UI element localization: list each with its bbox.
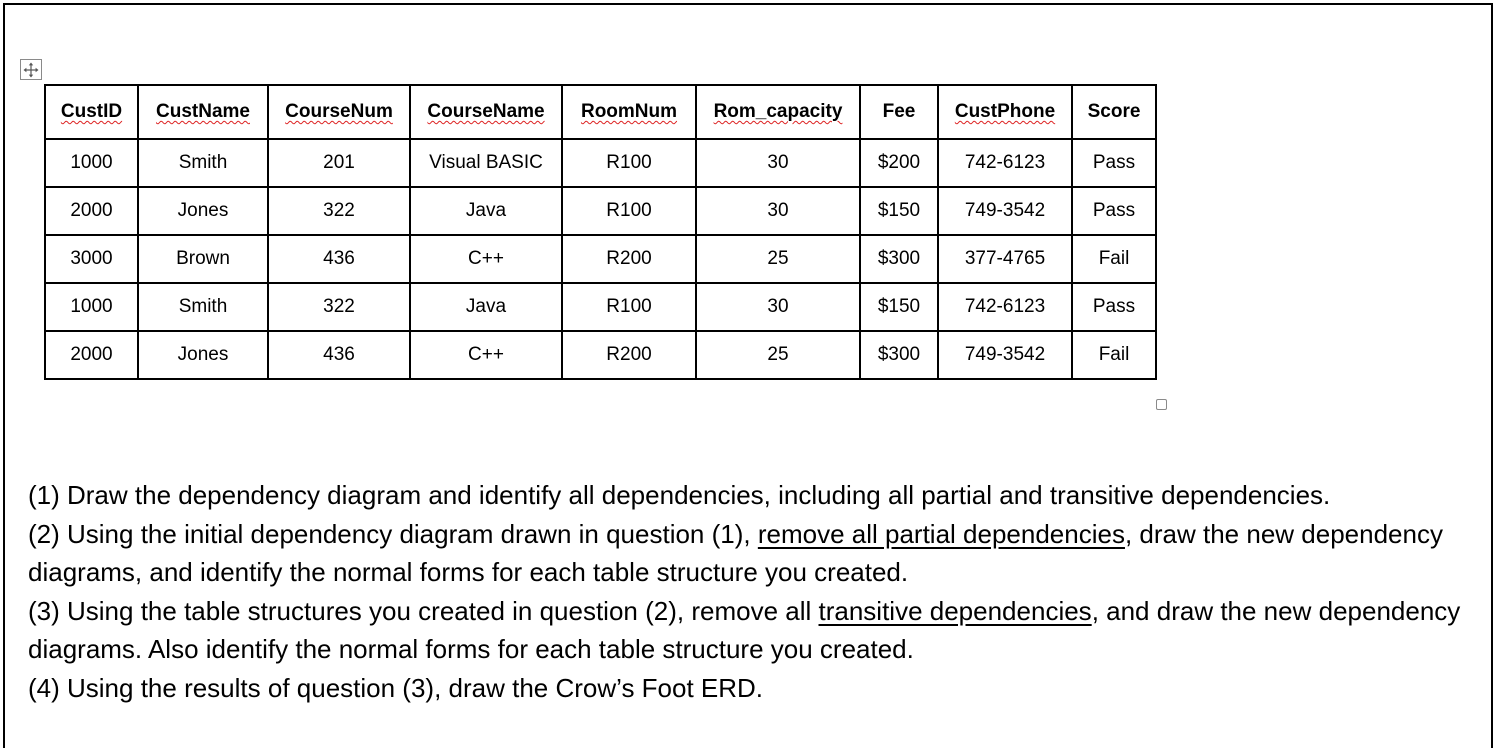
table-cell: Smith xyxy=(138,283,268,331)
table-cell: 30 xyxy=(696,139,860,187)
table-row xyxy=(45,235,1156,283)
question-3-text-start: (3) Using the table structures you created in question (2), remove all xyxy=(28,595,819,626)
table-row xyxy=(45,331,1156,379)
table-cell: R100 xyxy=(562,139,696,187)
table-cell: 1000 xyxy=(45,283,138,331)
question-2-text-end: , draw the new dependency diagrams, and identify the normal forms for each table structure you created. xyxy=(28,518,1443,587)
table-cell: 436 xyxy=(268,331,410,379)
table-cell: 322 xyxy=(268,283,410,331)
table-cell: $300 xyxy=(860,331,938,379)
table-cell: R100 xyxy=(562,283,696,331)
table-cell: Pass xyxy=(1072,283,1156,331)
data-table xyxy=(44,84,1157,380)
question-2-emphasis: remove all partial dependencies xyxy=(757,518,1125,549)
column-header xyxy=(268,85,410,139)
column-header xyxy=(138,85,268,139)
column-header-label: CustName xyxy=(156,101,250,122)
table-cell: 322 xyxy=(268,187,410,235)
column-header xyxy=(860,85,938,139)
column-header-label: CourseName xyxy=(427,101,545,122)
table-cell: Pass xyxy=(1072,139,1156,187)
table-cell: Visual BASIC xyxy=(410,139,562,187)
table-cell: Java xyxy=(410,283,562,331)
table-cell: Brown xyxy=(138,235,268,283)
table-cell: Pass xyxy=(1072,187,1156,235)
column-header-label: CourseNum xyxy=(285,101,393,122)
column-header xyxy=(410,85,562,139)
table-cell: 3000 xyxy=(45,235,138,283)
table-cell: $300 xyxy=(860,235,938,283)
table-cell: $150 xyxy=(860,187,938,235)
table-cell: $150 xyxy=(860,283,938,331)
table-cell: 25 xyxy=(696,331,860,379)
table-cell: 742-6123 xyxy=(938,283,1072,331)
table-cell: 377-4765 xyxy=(938,235,1072,283)
column-header xyxy=(562,85,696,139)
column-header-label: Fee xyxy=(882,101,916,122)
table-cell: R200 xyxy=(562,331,696,379)
table-cell: 25 xyxy=(696,235,860,283)
table-cell: 742-6123 xyxy=(938,139,1072,187)
table-cell: Fail xyxy=(1072,331,1156,379)
table-resize-handle[interactable] xyxy=(1156,399,1167,410)
table-cell: 30 xyxy=(696,187,860,235)
column-header-label: RoomNum xyxy=(580,101,678,122)
table-cell: C++ xyxy=(410,235,562,283)
column-header xyxy=(1072,85,1156,139)
table-body xyxy=(45,139,1156,379)
table-move-handle[interactable] xyxy=(20,59,42,80)
column-header-label: CustPhone xyxy=(954,101,1056,122)
question-2 xyxy=(28,515,1488,592)
question-1: (1) Draw the dependency diagram and identify all dependencies, including all partial and transitive dependencies. xyxy=(28,480,1331,510)
question-list xyxy=(28,476,1488,707)
table-cell: 201 xyxy=(268,139,410,187)
table-cell: C++ xyxy=(410,331,562,379)
table-row xyxy=(45,187,1156,235)
table-cell: 749-3542 xyxy=(938,331,1072,379)
table-row xyxy=(45,139,1156,187)
question-4: (4) Using the results of question (3), draw the Crow’s Foot ERD. xyxy=(28,672,764,703)
table-cell: 2000 xyxy=(45,331,138,379)
column-header-label: Score xyxy=(1087,101,1141,122)
question-3-emphasis: transitive dependencies xyxy=(818,595,1092,626)
question-3 xyxy=(28,592,1488,669)
table-cell: R200 xyxy=(562,235,696,283)
table-cell: R100 xyxy=(562,187,696,235)
table-cell: Fail xyxy=(1072,235,1156,283)
column-header-label: CustID xyxy=(60,101,123,122)
table-cell: Smith xyxy=(138,139,268,187)
table-cell: 1000 xyxy=(45,139,138,187)
question-3-text-end: , and draw the new dependency diagrams. Also identify the normal forms for each table structure you created. xyxy=(28,595,1461,664)
table-cell: 436 xyxy=(268,235,410,283)
column-header xyxy=(45,85,138,139)
table-header-row xyxy=(45,85,1156,139)
table-row xyxy=(45,283,1156,331)
table-cell: 30 xyxy=(696,283,860,331)
column-header xyxy=(696,85,860,139)
table-cell: Jones xyxy=(138,187,268,235)
column-header xyxy=(938,85,1072,139)
table-cell: Jones xyxy=(138,331,268,379)
table-cell: $200 xyxy=(860,139,938,187)
table-cell: 749-3542 xyxy=(938,187,1072,235)
table-cell: 2000 xyxy=(45,187,138,235)
table-cell: Java xyxy=(410,187,562,235)
move-arrows-icon xyxy=(23,62,39,78)
question-2-text-start: (2) Using the initial dependency diagram drawn in question (1), xyxy=(28,518,758,549)
column-header-label: Rom_capacity xyxy=(713,101,843,122)
